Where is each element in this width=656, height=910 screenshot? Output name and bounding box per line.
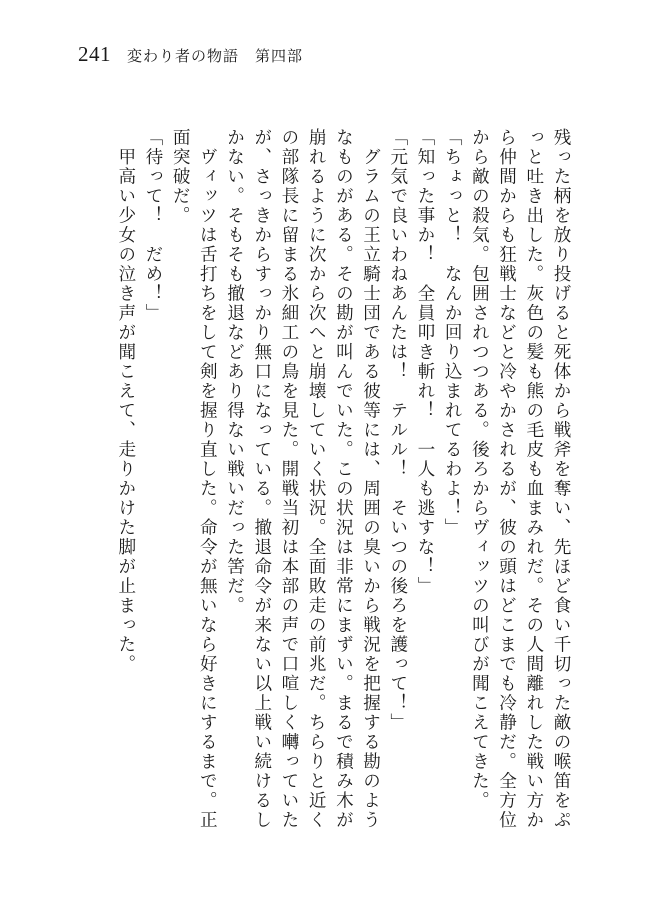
paragraph-narration-1: 残った柄を放り投げると死体から戦斧を奪い、先ほど食い千切った敵の喉笛をぷっと吐き出した。灰色の髪も熊の毛皮も血まみれだ。その人間離れした戦い方から仲間からも狂戦士などと冷やかされるが、彼の頭はどこまでも冷静だ。全方位から敵の殺気。包囲されつつある。後ろからヴィッツの叫びが聞こえてきた。 — [469, 128, 571, 830]
paragraph-dialogue-2: 「知った事か！ 全員叩き斬れ！ 一人も逃すな！」 — [414, 128, 435, 596]
vertical-body-text — [84, 128, 574, 840]
paragraph-narration-2: グラムの王立騎士団である彼等には、周囲の臭いから戦況を把握する勘のようなものがある。その勘が叫んでいた。この状況は非常にまずい。まるで積み木が崩れるように次から次へと崩壊していく状況。全面敗走の前兆だ。ちらりと近くの部隊長に留まる氷細工の鳥を見た。開戦当初は本部の声で口喧しく囀っていたが、さっきからすっかり無口になっている。撤退命令が来ない以上戦い続けるしかない。そもそも撤退などあり得ない戦いだった筈だ。 — [224, 128, 381, 830]
paragraph-dialogue-1: 「ちょっと！ なんか回り込まれてるわよ！」 — [442, 128, 463, 538]
running-title: 変わり者の物語 第四部 — [127, 47, 304, 65]
paragraph-dialogue-3: 「元気で良いわねあんたは！ テルル！ そいつの後ろを護って！」 — [387, 128, 408, 733]
page-header — [78, 42, 303, 72]
paragraph-narration-3: ヴィッツは舌打ちをして剣を握り直した。命令が無いなら好きにするまで。正面突破だ。 — [170, 128, 218, 830]
paragraph-dialogue-4: 「待って！ だめ！」 — [142, 128, 163, 323]
paragraph-narration-4: 甲高い少女の泣き声が聞こえて、走りかけた脚が止まった。 — [115, 128, 136, 674]
page-number: 241 — [78, 42, 111, 66]
